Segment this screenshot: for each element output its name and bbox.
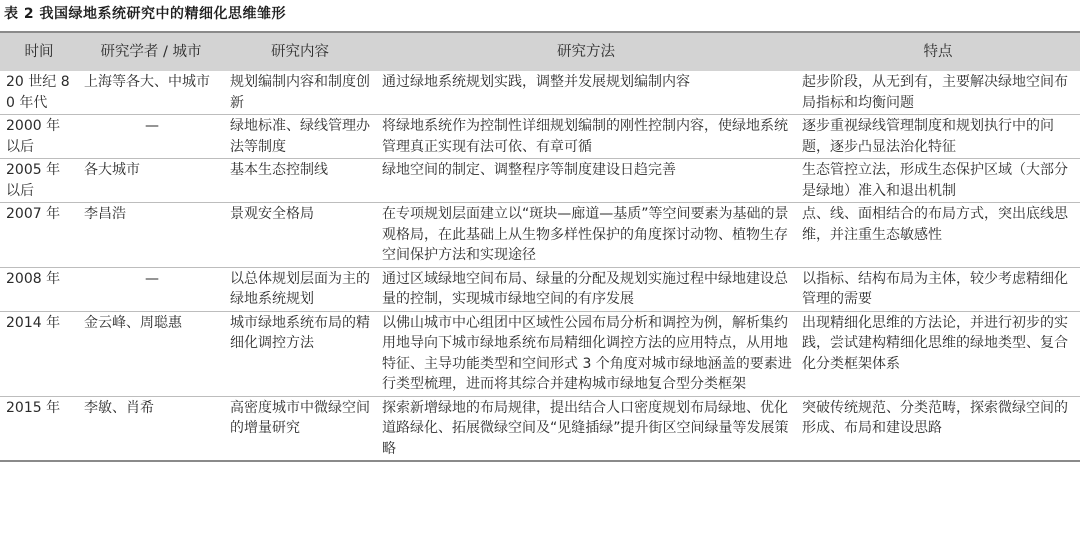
cell-author: 李昌浩 (78, 203, 224, 268)
table-row (0, 71, 1080, 115)
cell-author: — (78, 267, 224, 311)
cell-author: 金云峰、周聪惠 (78, 311, 224, 396)
cell-time: 20 世纪 80 年代 (0, 71, 78, 115)
header-author: 研究学者 / 城市 (100, 43, 202, 60)
cell-method: 将绿地系统作为控制性详细规划编制的刚性控制内容，使绿地系统管理真正实现有法可依、有章可循 (376, 115, 796, 159)
cell-feature: 点、线、面相结合的布局方式，突出底线思维，并注重生态敏感性 (796, 203, 1080, 268)
table-row (0, 267, 1080, 311)
cell-time: 2007 年 (0, 203, 78, 268)
cell-author: 李敏、肖希 (78, 396, 224, 461)
cell-author: 各大城市 (78, 159, 224, 203)
cell-author: 上海等各大、中城市 (78, 71, 224, 115)
cell-content: 城市绿地系统布局的精细化调控方法 (224, 311, 376, 396)
research-table (0, 31, 1080, 462)
header-feature: 特点 (923, 43, 953, 60)
cell-author: — (78, 115, 224, 159)
cell-feature: 逐步重视绿线管理制度和规划执行中的问题，逐步凸显法治化特征 (796, 115, 1080, 159)
cell-feature: 出现精细化思维的方法论，并进行初步的实践，尝试建构精细化思维的绿地类型、复合化分类框架体系 (796, 311, 1080, 396)
header-content: 研究内容 (271, 43, 329, 60)
cell-feature: 突破传统规范、分类范畴，探索微绿空间的形成、布局和建设思路 (796, 396, 1080, 461)
cell-feature: 起步阶段，从无到有，主要解决绿地空间布局指标和均衡问题 (796, 71, 1080, 115)
cell-method: 在专项规划层面建立以“斑块—廊道—基质”等空间要素为基础的景观格局，在此基础上从生物多样性保护的角度探讨动物、植物生存空间保护方法和实现途径 (376, 203, 796, 268)
cell-method: 探索新增绿地的布局规律，提出结合人口密度规划布局绿地、优化道路绿化、拓展微绿空间及“见缝插绿”提升街区空间绿量等发展策略 (376, 396, 796, 461)
cell-content: 以总体规划层面为主的绿地系统规划 (224, 267, 376, 311)
cell-method: 通过绿地系统规划实践，调整并发展规划编制内容 (376, 71, 796, 115)
table-row (0, 311, 1080, 396)
cell-content: 规划编制内容和制度创新 (224, 71, 376, 115)
table-row (0, 159, 1080, 203)
header-method: 研究方法 (557, 43, 615, 60)
cell-feature: 以指标、结构布局为主体，较少考虑精细化管理的需要 (796, 267, 1080, 311)
cell-feature: 生态管控立法，形成生态保护区域（大部分是绿地）准入和退出机制 (796, 159, 1080, 203)
cell-content: 绿地标准、绿线管理办法等制度 (224, 115, 376, 159)
table-caption: 表 2 我国绿地系统研究中的精细化思维雏形 (4, 6, 286, 22)
cell-content: 景观安全格局 (224, 203, 376, 268)
table-row (0, 203, 1080, 268)
cell-method: 绿地空间的制定、调整程序等制度建设日趋完善 (376, 159, 796, 203)
cell-time: 2015 年 (0, 396, 78, 461)
cell-content: 高密度城市中微绿空间的增量研究 (224, 396, 376, 461)
table-row (0, 396, 1080, 461)
table-row (0, 115, 1080, 159)
cell-content: 基本生态控制线 (224, 159, 376, 203)
header-time: 时间 (24, 43, 54, 60)
cell-time: 2000 年以后 (0, 115, 78, 159)
header-row (0, 32, 1080, 71)
cell-method: 以佛山城市中心组团中区域性公园布局分析和调控为例，解析集约用地导向下城市绿地系统布局精细化调控方法的应用特点，从用地特征、主导功能类型和空间形式 3 个角度对城市绿地涵盖的要素进行类型梳理，进而将其综合并建构城市绿地复合型分类框架 (376, 311, 796, 396)
cell-method: 通过区域绿地空间布局、绿量的分配及规划实施过程中绿地建设总量的控制，实现城市绿地空间的有序发展 (376, 267, 796, 311)
cell-time: 2014 年 (0, 311, 78, 396)
cell-time: 2008 年 (0, 267, 78, 311)
cell-time: 2005 年以后 (0, 159, 78, 203)
